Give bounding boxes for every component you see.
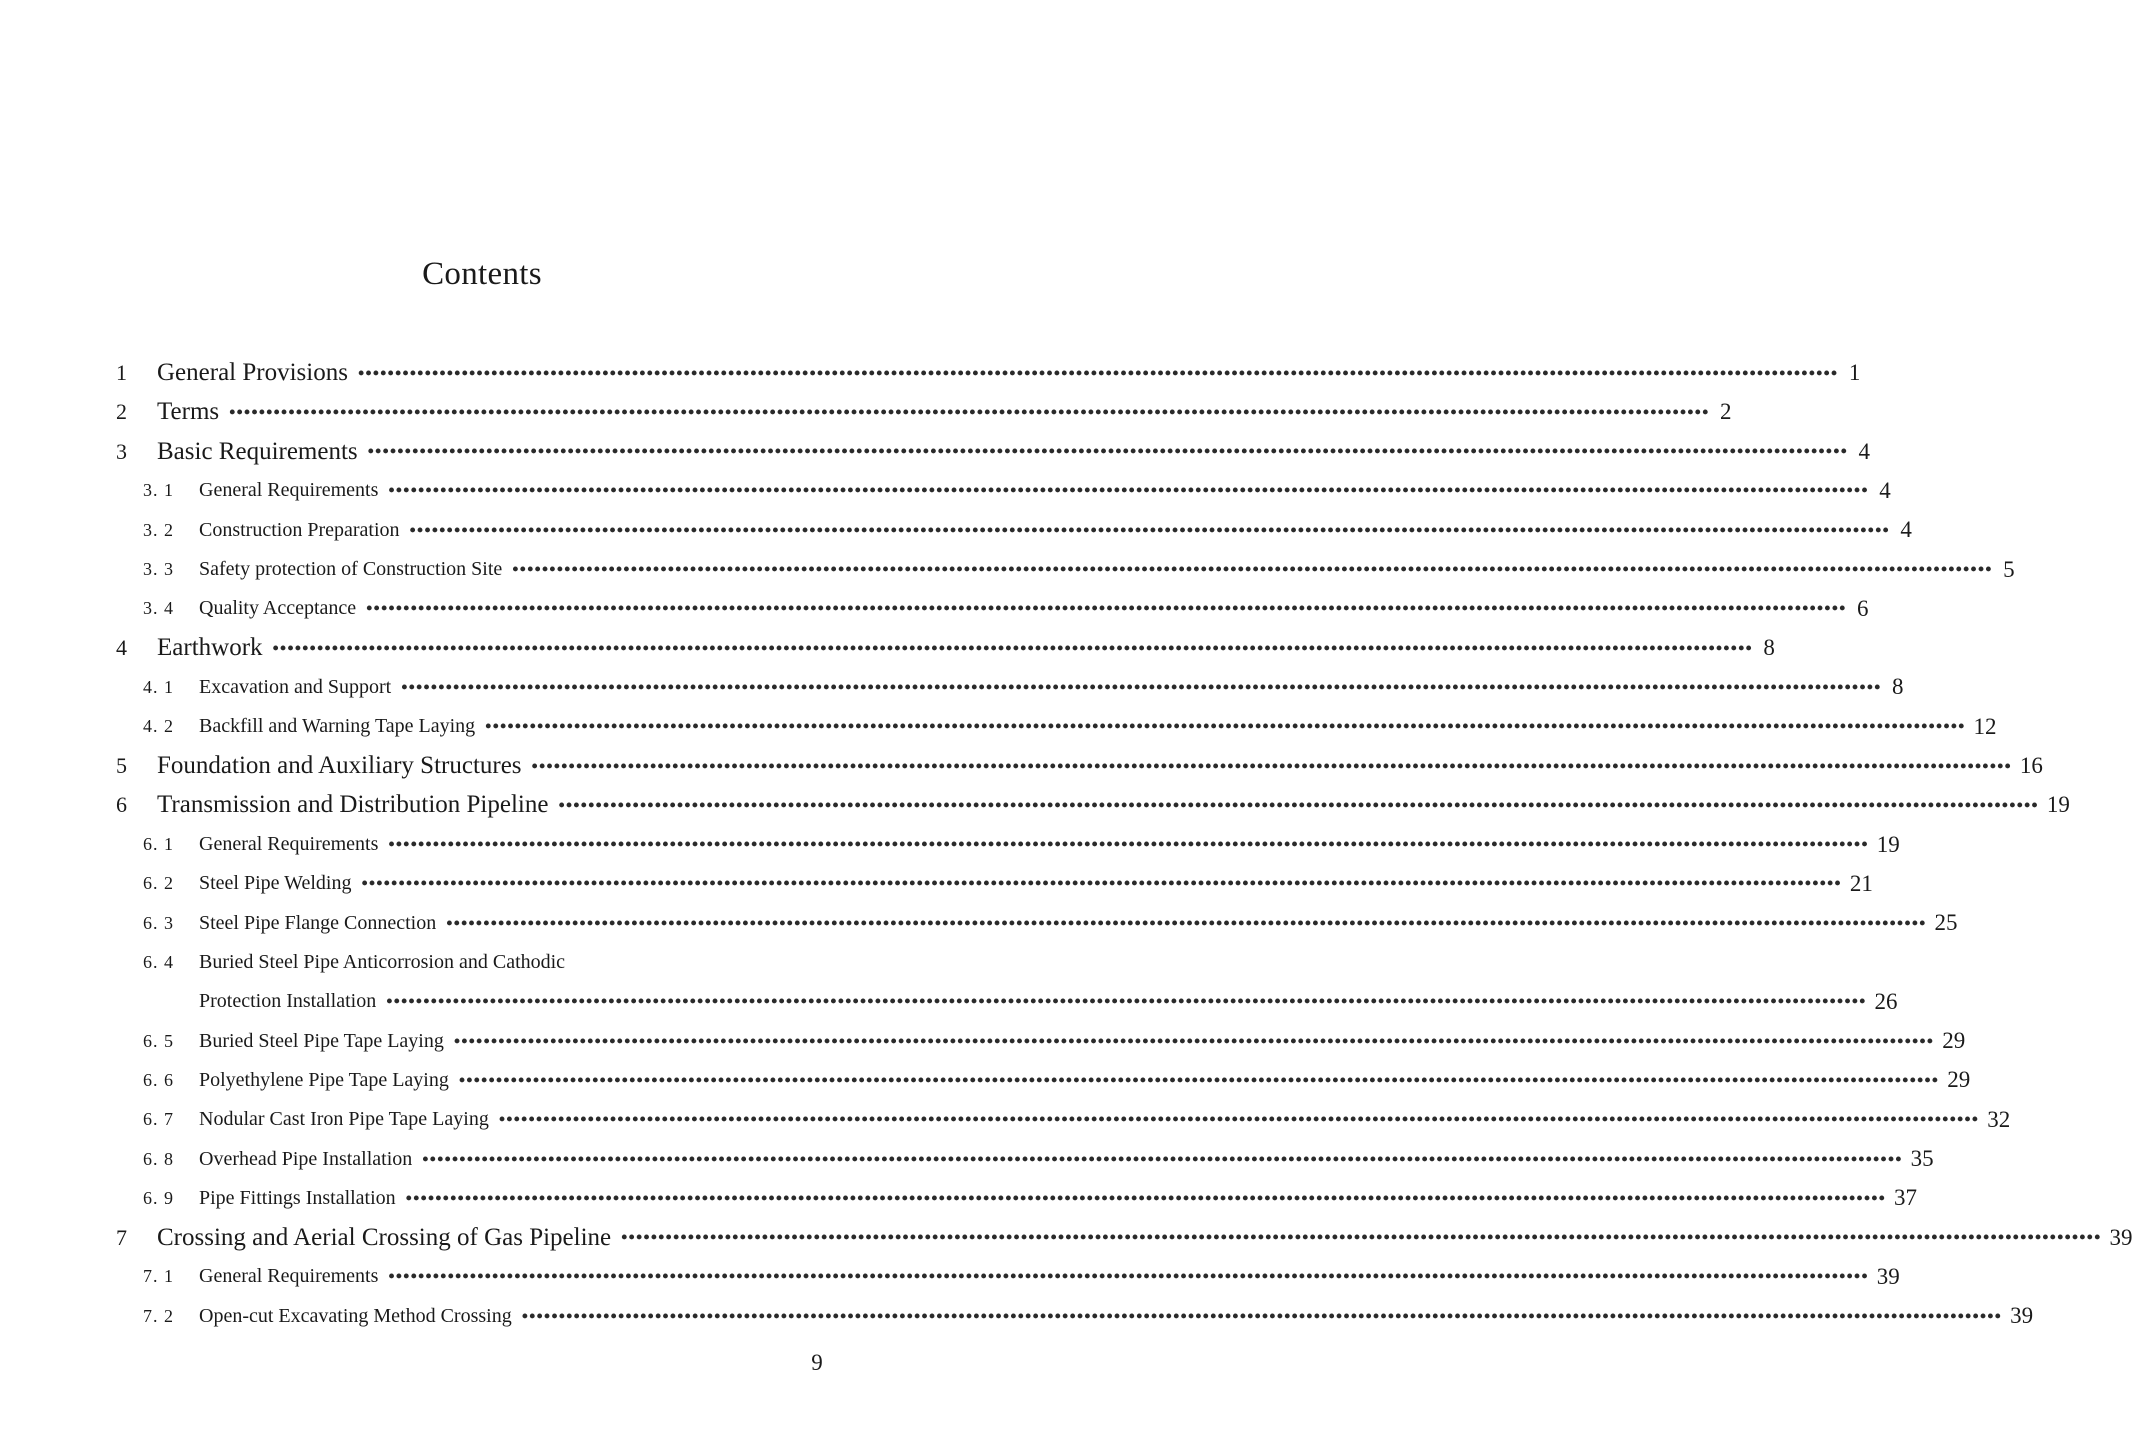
toc-entry-number: 4. 1: [143, 676, 174, 697]
toc-dot-leader: ••••••••••••••••••••••••••••••••••••••••••••••••••••••••••••••••••••••••••••••••••••••••••••••••••••••••••••••••••••••••••••••••••••••••••••••••••••••••••••••••••••••••••••••••••••••••••••••••••••••••: [446, 912, 1927, 933]
toc-entry-number: 6. 7: [143, 1109, 174, 1130]
toc-dot-leader: ••••••••••••••••••••••••••••••••••••••••••••••••••••••••••••••••••••••••••••••••••••••••••••••••••••••••••••••••••••••••••••••••••••••••••••••••••••••••••••••••••••••••••••••••••••••••••••••••••••••••: [361, 873, 1842, 894]
toc-dot-leader: ••••••••••••••••••••••••••••••••••••••••••••••••••••••••••••••••••••••••••••••••••••••••••••••••••••••••••••••••••••••••••••••••••••••••••••••••••••••••••••••••••••••••••••••••••••••••••••••••••••••••: [409, 519, 1890, 540]
toc-entry-page: 4: [1900, 517, 1912, 543]
toc-dot-leader: ••••••••••••••••••••••••••••••••••••••••••••••••••••••••••••••••••••••••••••••••••••••••••••••••••••••••••••••••••••••••••••••••••••••••••••••••••••••••••••••••••••••••••••••••••••••••••••••••••••••••: [401, 676, 1882, 697]
toc-entry-number: 4: [116, 635, 128, 661]
toc-entry-page: 4: [1858, 438, 1871, 464]
toc-entry-label: General Requirements: [199, 833, 379, 856]
toc-dot-leader: ••••••••••••••••••••••••••••••••••••••••••••••••••••••••••••••••••••••••••••••••••••••••••••••••••••••••••••••••••••••••••••••••••••••••••••••••••••••••••••••••••••••••••••••••••••••••••••••••••••••••: [422, 1148, 1903, 1169]
toc-entry[interactable]: [143, 669, 1904, 705]
toc-entry-number: 5: [116, 753, 128, 778]
toc-entry-page: 2: [1719, 399, 1732, 425]
toc-entry-label: Foundation and Auxiliary Structures: [157, 752, 522, 779]
toc-dot-leader: ••••••••••••••••••••••••••••••••••••••••••••••••••••••••••••••••••••••••••••••••••••••••••••••••••••••••••••••••••••••••••••••••••••••••••••••••••••••••••••••••••••••••••••••••••••••••••••••••••••••••: [521, 1305, 2003, 1326]
toc-dot-leader: ••••••••••••••••••••••••••••••••••••••••••••••••••••••••••••••••••••••••••••••••••••••••••••••••••••••••••••••••••••••••••••••••••••••••••••••••••••••••••••••••••••••••••••••••••••••••••••••••••••••••: [453, 1030, 1935, 1051]
toc-entry-number: 6. 3: [143, 912, 174, 933]
toc-entry-label: Pipe Fittings Installation: [199, 1186, 396, 1209]
toc-entry[interactable]: [143, 591, 1869, 627]
toc-entry-number: 2: [116, 399, 128, 425]
toc-entry-page: 8: [1763, 635, 1775, 661]
toc-entry[interactable]: [143, 1023, 1966, 1059]
toc-entry-page: 35: [1910, 1146, 1934, 1171]
toc-dot-leader: ••••••••••••••••••••••••••••••••••••••••••••••••••••••••••••••••••••••••••••••••••••••••••••••••••••••••••••••••••••••••••••••••••••••••••••••••••••••••••••••••••••••••••••••••••••••••••••••••••••••••: [558, 794, 2039, 815]
toc-entry-number: 6. 8: [143, 1148, 174, 1169]
toc-entry-page: 32: [1987, 1106, 2011, 1132]
toc-entry-page: 6: [1857, 595, 1869, 621]
toc-entry-page: 39: [1876, 1263, 1900, 1289]
toc-entry[interactable]: [143, 905, 1958, 941]
page-number: 9: [811, 1350, 823, 1375]
toc-entry-page: 1: [1848, 360, 1861, 385]
toc-entry[interactable]: [143, 512, 1912, 548]
toc-entry-page: 29: [1942, 1028, 1966, 1054]
toc-entry-label: General Requirements: [199, 1265, 379, 1288]
toc-entry-number: 6. 6: [143, 1069, 174, 1090]
toc-entry[interactable]: [143, 827, 1900, 863]
toc-entry-label: Open-cut Excavating Method Crossing: [199, 1304, 512, 1327]
toc-entry-page: 12: [1973, 713, 1997, 739]
toc-entry-page: 4: [1879, 477, 1891, 503]
toc-entry[interactable]: [116, 748, 2043, 784]
toc-entry-number: 6. 5: [143, 1030, 174, 1051]
toc-dot-leader: ••••••••••••••••••••••••••••••••••••••••••••••••••••••••••••••••••••••••••••••••••••••••••••••••••••••••••••••••••••••••••••••••••••••••••••••••••••••••••••••••••••••••••••••••••••••••••••••••••••••••: [386, 991, 1867, 1012]
toc-entry[interactable]: [116, 787, 2070, 823]
toc-entry[interactable]: [143, 866, 1873, 902]
toc-entry-label: Earthwork: [157, 634, 263, 662]
toc-entry[interactable]: [143, 1062, 1971, 1098]
toc-dot-leader: ••••••••••••••••••••••••••••••••••••••••••••••••••••••••••••••••••••••••••••••••••••••••••••••••••••••••••••••••••••••••••••••••••••••••••••••••••••••••••••••••••••••••••••••••••••••••••••••••••••••••: [388, 1266, 1869, 1287]
toc-entry-label: Excavation and Support: [199, 675, 392, 698]
toc-entry-label: Safety protection of Construction Site: [199, 558, 503, 580]
toc-entry-label: General Requirements: [199, 479, 379, 502]
toc-entry-label: Crossing and Aerial Crossing of Gas Pipeline: [157, 1223, 612, 1251]
toc-entry-label: Quality Acceptance: [199, 597, 357, 620]
toc-entry-label: Terms: [157, 398, 220, 426]
toc-entry-label: Steel Pipe Flange Connection: [199, 911, 437, 934]
toc-entry-page: 19: [2046, 792, 2070, 818]
toc-entry-label: Polyethylene Pipe Tape Laying: [199, 1068, 449, 1091]
toc-entry-label: Construction Preparation: [199, 518, 400, 541]
toc-entry-number: 4. 2: [143, 716, 174, 737]
toc-entry-page: 25: [1934, 910, 1958, 936]
toc-dot-leader: ••••••••••••••••••••••••••••••••••••••••••••••••••••••••••••••••••••••••••••••••••••••••••••••••••••••••••••••••••••••••••••••••••••••••••••••••••••••••••••••••••••••••••••••••••••••••••••••••••••••••: [388, 480, 1869, 501]
toc-entry-label: Backfill and Warning Tape Laying: [199, 715, 476, 738]
toc-entry-number: 3. 1: [143, 480, 174, 501]
toc-dot-leader: ••••••••••••••••••••••••••••••••••••••••••••••••••••••••••••••••••••••••••••••••••••••••••••••••••••••••••••••••••••••••••••••••••••••••••••••••••••••••••••••••••••••••••••••••••••••••••••••••••••••••: [458, 1069, 1940, 1090]
toc-entry-label: Basic Requirements: [157, 437, 358, 465]
toc-dot-leader: ••••••••••••••••••••••••••••••••••••••••••••••••••••••••••••••••••••••••••••••••••••••••••••••••••••••••••••••••••••••••••••••••••••••••••••••••••••••••••••••••••••••••••••••••••••••••••••••••••••••••: [388, 834, 1869, 855]
toc-dot-leader: ••••••••••••••••••••••••••••••••••••••••••••••••••••••••••••••••••••••••••••••••••••••••••••••••••••••••••••••••••••••••••••••••••••••••••••••••••••••••••••••••••••••••••••••••••••••••••••••••••••••••: [531, 755, 2012, 776]
toc-entry-label: Protection Installation: [199, 990, 377, 1013]
toc-entry[interactable]: [143, 945, 846, 981]
toc-entry[interactable]: [116, 1220, 2133, 1256]
toc-entry-label: Steel Pipe Welding: [199, 872, 352, 895]
toc-entry[interactable]: [116, 355, 1861, 391]
toc-entry[interactable]: [116, 434, 1871, 470]
toc-dot-leader: ••••••••••••••••••••••••••••••••••••••••••••••••••••••••••••••••••••••••••••••••••••••••••••••••••••••••••••••••••••••••••••••••••••••••••••••••••••••••••••••••••••••••••••••••••••••••••••••••••••••••: [621, 1227, 2102, 1248]
toc-entry-label: Transmission and Distribution Pipeline: [157, 791, 549, 819]
toc-dot-leader: ••••••••••••••••••••••••••••••••••••••••••••••••••••••••••••••••••••••••••••••••••••••••••••••••••••••••••••••••••••••••••••••••••••••••••••••••••••••••••••••••••••••••••••••••••••••••••••••••••••••••: [366, 598, 1847, 619]
toc-entry-number: 6. 1: [143, 834, 174, 855]
toc-entry-number: 6. 9: [143, 1187, 174, 1208]
toc-entry-page: 39: [2010, 1303, 2034, 1329]
toc-entry-page: 19: [1876, 831, 1900, 857]
toc-dot-leader: ••••••••••••••••••••••••••••••••••••••••••••••••••••••••••••••••••••••••••••••••••••••••••••••••••••••••••••••••••••••••••••••••••••••••••••••••••••••••••••••••••••••••••••••••••••••••••••••••••••••••: [512, 559, 1993, 579]
toc-entry-label: Nodular Cast Iron Pipe Tape Laying: [199, 1108, 489, 1131]
toc-entry-label: Overhead Pipe Installation: [199, 1147, 413, 1170]
toc-entry[interactable]: [143, 552, 2015, 588]
toc-entry[interactable]: [143, 1180, 1918, 1216]
toc-entry-number: 1: [116, 360, 128, 385]
toc-entry-page: 37: [1894, 1185, 1918, 1211]
toc-entry-page: 21: [1849, 870, 1873, 896]
toc-entry[interactable]: [143, 1298, 2034, 1334]
toc-entry-number: 6: [116, 792, 128, 818]
toc-entry-number: 3. 3: [143, 559, 174, 579]
page-title: Contents: [422, 256, 542, 292]
toc-entry-page: 26: [1874, 988, 1898, 1014]
toc-entry[interactable]: [143, 1259, 1900, 1295]
toc-dot-leader: ••••••••••••••••••••••••••••••••••••••••••••••••••••••••••••••••••••••••••••••••••••••••••••••••••••••••••••••••••••••••••••••••••••••••••••••••••••••••••••••••••••••••••••••••••••••••••••••••••••••••: [498, 1109, 1980, 1130]
toc-entry[interactable]: [199, 984, 1898, 1020]
toc-entry-number: 7: [116, 1224, 128, 1250]
toc-entry-page: 16: [2019, 753, 2043, 778]
toc-entry-number: 7. 1: [143, 1266, 174, 1287]
toc-dot-leader: ••••••••••••••••••••••••••••••••••••••••••••••••••••••••••••••••••••••••••••••••••••••••••••••••••••••••••••••••••••••••••••••••••••••••••••••••••••••••••••••••••••••••••••••••••••••••••••••••••••••••: [229, 401, 1710, 422]
toc-entry-page: 39: [2109, 1224, 2133, 1250]
toc-entry[interactable]: [143, 1141, 1934, 1177]
toc-dot-leader: ••••••••••••••••••••••••••••••••••••••••••••••••••••••••••••••••••••••••••••••••••••••••••••••••••••••••••••••••••••••••••••••••••••••••••••••••••••••••••••••••••••••••••••••••••••••••••••••••••••••••: [367, 441, 1849, 462]
toc-entry[interactable]: [143, 1102, 2011, 1138]
toc-entry-page: 8: [1892, 674, 1904, 700]
toc-entry[interactable]: [143, 709, 1997, 745]
toc-entry-number: 3. 4: [143, 598, 174, 619]
toc-entry-number: 6. 2: [143, 873, 174, 894]
toc-entry-number: 7. 2: [143, 1305, 174, 1326]
toc-dot-leader: ••••••••••••••••••••••••••••••••••••••••••••••••••••••••••••••••••••••••••••••••••••••••••••••••••••••••••••••••••••••••••••••••••••••••••••••••••••••••••••••••••••••••••••••••••••••••••••••••••••••••: [272, 637, 1753, 658]
toc-entry-page: 5: [2003, 556, 2015, 582]
toc-dot-leader: ••••••••••••••••••••••••••••••••••••••••••••••••••••••••••••••••••••••••••••••••••••••••••••••••••••••••••••••••••••••••••••••••••••••••••••••••••••••••••••••••••••••••••••••••••••••••••••••••••••••••: [485, 716, 1966, 737]
toc-entry[interactable]: [116, 394, 1732, 430]
toc-dot-leader: ••••••••••••••••••••••••••••••••••••••••••••••••••••••••••••••••••••••••••••••••••••••••••••••••••••••••••••••••••••••••••••••••••••••••••••••••••••••••••••••••••••••••••••••••••••••••••••••••••••••••: [405, 1187, 1887, 1208]
toc-entry-label: Buried Steel Pipe Tape Laying: [199, 1029, 444, 1052]
toc-entry[interactable]: [143, 473, 1891, 509]
toc-entry-number: 3: [116, 438, 128, 464]
toc-entry-label: Buried Steel Pipe Anticorrosion and Cathodic: [199, 951, 566, 973]
toc-entry-label: General Provisions: [157, 359, 348, 386]
toc-entry-number: 3. 2: [143, 519, 174, 540]
toc-entry-page: 29: [1947, 1067, 1971, 1093]
toc-dot-leader: ••••••••••••••••••••••••••••••••••••••••••••••••••••••••••••••••••••••••••••••••••••••••••••••••••••••••••••••••••••••••••••••••••••••••••••••••••••••••••••••••••••••••••••••••••••••••••••••••••••••••: [357, 362, 1839, 383]
toc-entry[interactable]: [116, 630, 1775, 666]
toc-entry-number: 6. 4: [143, 952, 174, 972]
